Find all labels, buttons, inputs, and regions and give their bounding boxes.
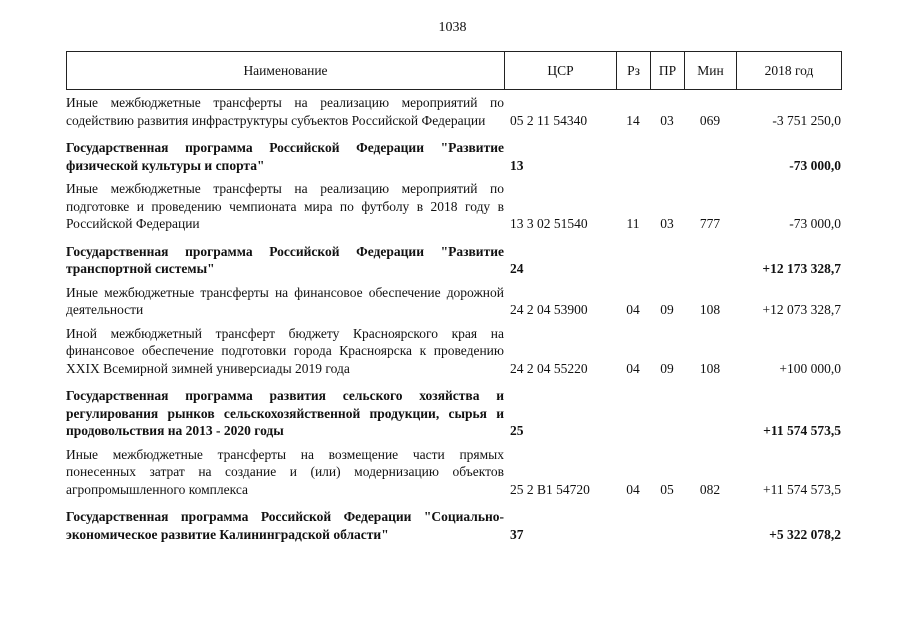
amount-cell: +12 073 328,7 (762, 302, 841, 317)
header-pr: ПР (651, 52, 685, 90)
page-number: 1038 (438, 20, 467, 35)
name-cell: Государственная программа Российской Федерации "Развитие физической культуры и спорта" (66, 140, 504, 173)
header-rz: Рз (617, 52, 651, 90)
header-csr: ЦСР (505, 52, 617, 90)
rz-cell: 04 (626, 481, 640, 497)
pr-cell: 09 (660, 360, 674, 376)
table-header (66, 51, 842, 90)
csr-cell: 25 (510, 423, 524, 438)
csr-cell: 05 2 11 54340 (510, 112, 588, 128)
rz-cell: 04 (626, 360, 640, 376)
name-cell: Иные межбюджетные трансферты на реализацию мероприятий по подготовке и проведению чемпионата мира по футболу в 2018 году в Российской Федерации (66, 181, 504, 231)
program-row (66, 508, 841, 543)
rz-cell: 04 (626, 302, 640, 317)
name-cell: Иные межбюджетные трансферты на реализацию мероприятий по содействию развития инфраструктуры субъектов Российской Федерации (66, 95, 504, 128)
csr-cell: 37 (510, 526, 524, 542)
table-body (66, 90, 841, 543)
table-row (66, 180, 841, 233)
header-year: 2018 год (737, 52, 842, 90)
amount-cell: +100 000,0 (779, 360, 841, 376)
csr-cell: 13 (510, 157, 524, 173)
amount-cell: +11 574 573,5 (763, 481, 841, 497)
min-cell: 069 (699, 112, 721, 128)
amount-cell: -3 751 250,0 (772, 112, 841, 128)
table-row (66, 94, 841, 129)
pr-cell: 09 (660, 302, 674, 317)
program-row (66, 139, 841, 174)
csr-cell: 24 (510, 261, 524, 276)
program-row (66, 387, 841, 440)
rz-cell: 11 (626, 216, 640, 231)
name-cell: Государственная программа Российской Федерации "Развитие транспортной системы" (66, 243, 504, 276)
table-row (66, 446, 841, 499)
min-cell: 082 (699, 481, 721, 497)
min-cell: 108 (699, 302, 721, 317)
csr-cell: 24 2 04 55220 (510, 360, 588, 376)
min-cell: 777 (699, 216, 721, 231)
name-cell: Иной межбюджетный трансферт бюджету Красноярского края на финансовое обеспечение подготовки города Красноярска к проведению XXIX Всемирной зимней универсиады 2019 года (66, 325, 504, 376)
min-cell: 108 (699, 360, 721, 376)
amount-cell: +12 173 328,7 (762, 261, 841, 276)
name-cell: Государственная программа Российской Федерации "Социально-экономическое развитие Калининградской области" (66, 509, 504, 542)
header-name: Наименование (67, 52, 505, 90)
program-row (66, 243, 841, 278)
csr-cell: 25 2 В1 54720 (510, 481, 590, 497)
rz-cell: 14 (626, 112, 640, 128)
amount-cell: +11 574 573,5 (763, 423, 841, 438)
pr-cell: 05 (660, 481, 674, 497)
name-cell: Иные межбюджетные трансферты на возмещение части прямых понесенных затрат на создание и (или) модернизацию объектов агропромышленного комплекса (66, 446, 504, 497)
header-min: Мин (685, 52, 737, 90)
name-cell: Иные межбюджетные трансферты на финансовое обеспечение дорожной деятельности (66, 284, 504, 317)
table-row (66, 325, 841, 378)
csr-cell: 13 3 02 51540 (510, 216, 588, 231)
pr-cell: 03 (660, 112, 674, 128)
table-row (66, 284, 841, 319)
pr-cell: 03 (660, 216, 674, 231)
amount-cell: -73 000,0 (789, 157, 841, 173)
csr-cell: 24 2 04 53900 (510, 302, 588, 317)
amount-cell: -73 000,0 (789, 216, 841, 231)
amount-cell: +5 322 078,2 (769, 526, 841, 542)
name-cell: Государственная программа развития сельского хозяйства и регулирования рынков сельскохозяйственной продукции, сырья и продовольствия на 2013 - 2020 годы (66, 388, 504, 438)
